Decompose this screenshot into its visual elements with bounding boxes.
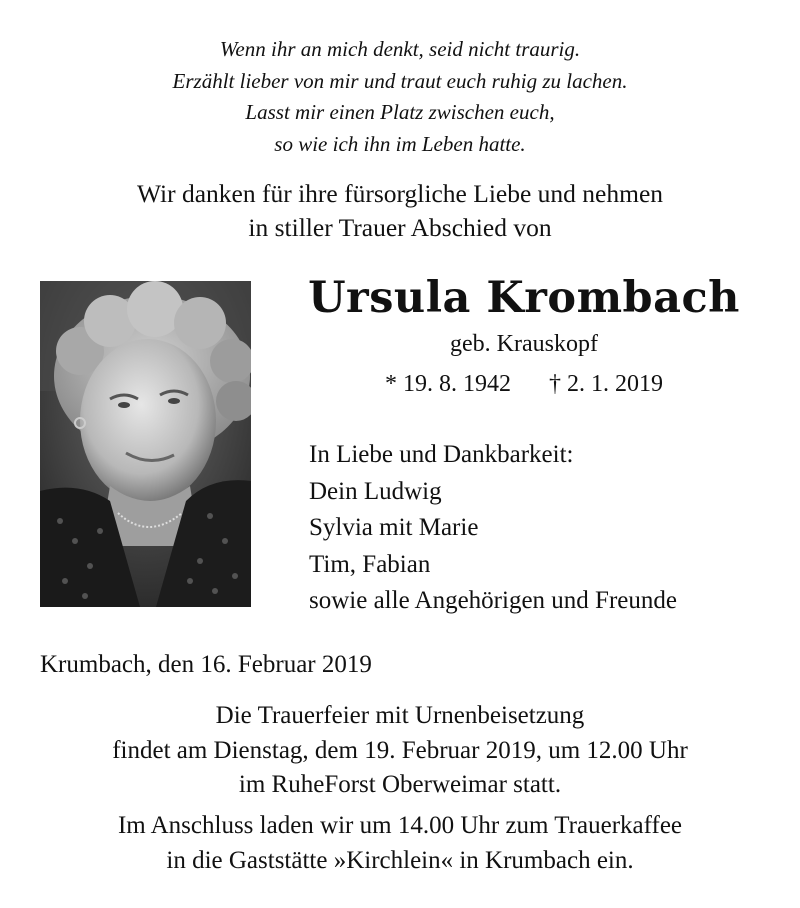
poem-line: Erzählt lieber von mir und traut euch ruhig zu lachen.	[172, 68, 628, 93]
birth-date: * 19. 8. 1942	[385, 371, 511, 397]
ceremony-line: Die Trauerfeier mit Urnenbeisetzung	[215, 702, 585, 729]
intro-line: Wir danken für ihre fürsorgliche Liebe und nehmen	[136, 179, 664, 208]
portrait-image	[40, 281, 251, 607]
ceremony-info	[0, 699, 800, 803]
death-date: † 2. 1. 2019	[549, 371, 663, 397]
mourner-name: sowie alle Angehörigen und Freunde	[309, 587, 677, 614]
mourner-name: Tim, Fabian	[309, 550, 431, 578]
mourners-list	[309, 437, 677, 620]
maiden-name: geb. Krauskopf	[450, 331, 598, 357]
poem	[0, 34, 800, 160]
portrait-photo	[40, 281, 251, 607]
mourners-heading: In Liebe und Dankbarkeit:	[309, 441, 574, 468]
mourner-name: Sylvia mit Marie	[309, 514, 479, 541]
life-dates	[274, 367, 774, 401]
place-date: Krumbach, den 16. Februar 2019	[40, 651, 372, 678]
poem-line: Lasst mir einen Platz zwischen euch,	[245, 100, 555, 124]
ceremony-line: findet am Dienstag, dem 19. Februar 2019, um 12.00 Uhr	[112, 736, 688, 764]
deceased-name: Ursula Krombach	[308, 273, 740, 323]
invitation-info	[0, 809, 800, 878]
poem-line: Wenn ihr an mich denkt, seid nicht traurig.	[219, 37, 581, 61]
mourner-name: Dein Ludwig	[309, 477, 442, 505]
poem-line: so wie ich ihn im Leben hatte.	[274, 131, 526, 156]
invitation-line: in die Gaststätte »Kirchlein« in Krumbach ein.	[166, 846, 634, 874]
invitation-line: Im Anschluss laden wir um 14.00 Uhr zum Trauerkaffee	[117, 812, 683, 839]
intro-line: in stiller Trauer Abschied von	[248, 213, 552, 242]
intro-text	[0, 177, 800, 245]
ceremony-line: im RuheForst Oberweimar statt.	[238, 771, 562, 798]
